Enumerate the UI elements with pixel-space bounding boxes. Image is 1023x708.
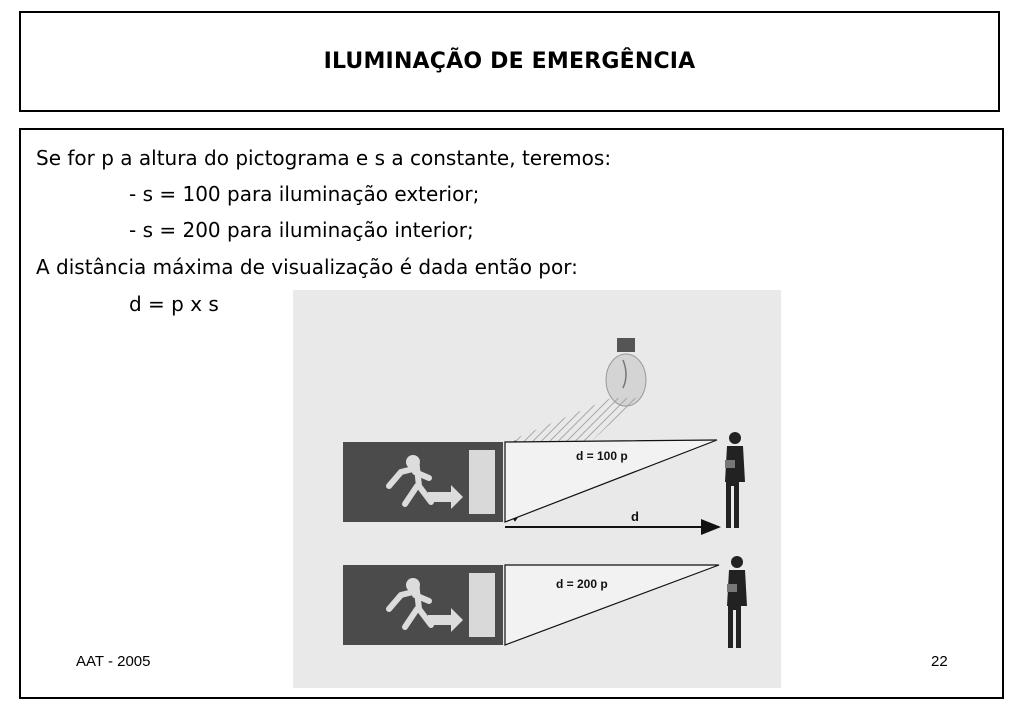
intro-text: Se for p a altura do pictograma e s a constante, teremos: bbox=[36, 146, 612, 170]
distance-text: A distância máxima de visualização é dada então por: bbox=[36, 255, 578, 279]
exit-sign-exterior bbox=[343, 442, 503, 522]
person-icon bbox=[727, 556, 747, 648]
exterior-constant-text: - s = 100 para iluminação exterior; bbox=[129, 182, 480, 206]
person-icon bbox=[725, 432, 745, 528]
title-box bbox=[19, 11, 1000, 112]
exit-sign-interior bbox=[343, 565, 503, 645]
interior-distance-label: d = 200 p bbox=[556, 577, 608, 591]
exit-sign-distance-figure bbox=[293, 290, 781, 688]
content-box bbox=[19, 128, 1004, 699]
exterior-distance-label: d = 100 p bbox=[576, 449, 628, 463]
page-number: 22 bbox=[931, 653, 948, 670]
footer-course-label: AAT - 2005 bbox=[76, 653, 151, 670]
light-bulb-icon bbox=[606, 338, 646, 406]
formula-text: d = p x s bbox=[129, 292, 219, 316]
d-label: d bbox=[631, 509, 639, 524]
interior-view-triangle bbox=[505, 565, 719, 645]
slide-title: ILUMINAÇÃO DE EMERGÊNCIA bbox=[323, 49, 696, 74]
interior-constant-text: - s = 200 para iluminação interior; bbox=[129, 218, 474, 242]
